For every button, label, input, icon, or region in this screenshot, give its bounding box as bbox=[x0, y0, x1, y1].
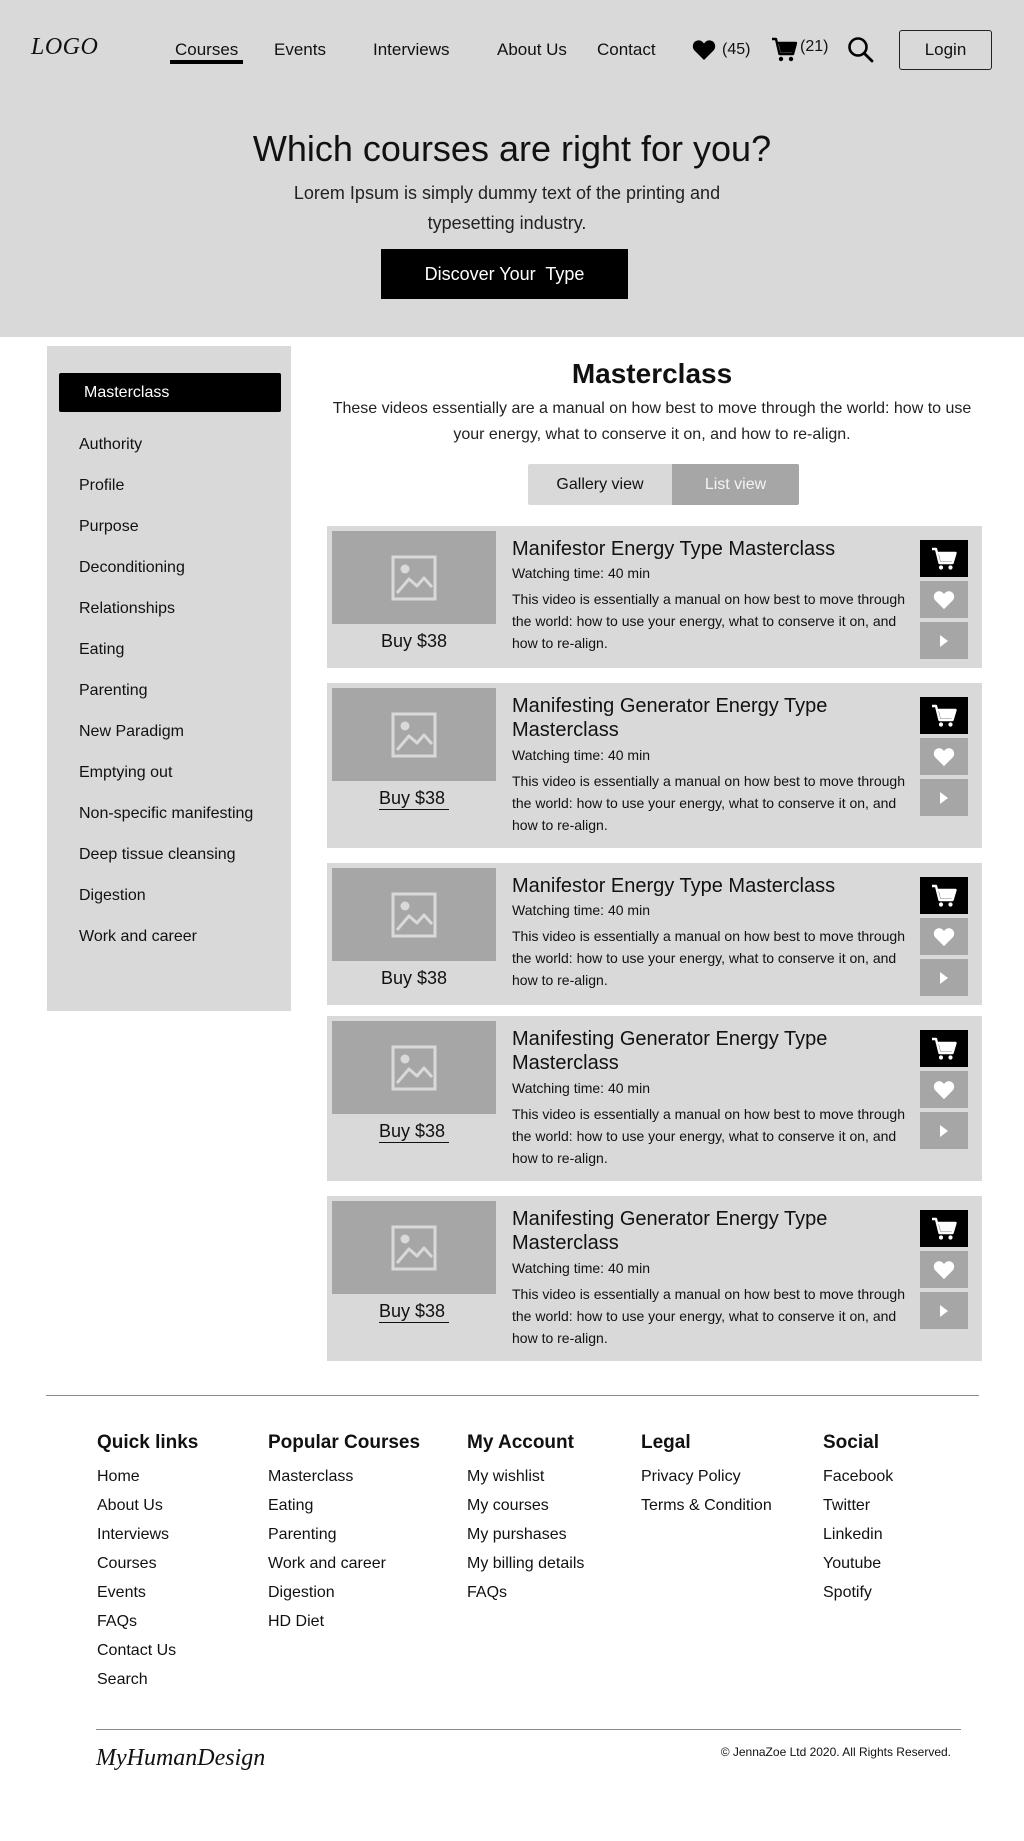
footer-link-facebook[interactable]: Facebook bbox=[823, 1468, 894, 1485]
course-thumbnail[interactable] bbox=[332, 1021, 496, 1114]
course-thumbnail[interactable] bbox=[332, 688, 496, 781]
footer-link-events[interactable]: Events bbox=[97, 1584, 146, 1601]
view-toggle bbox=[528, 464, 799, 505]
footer-heading: Quick links bbox=[97, 1432, 199, 1453]
footer-link-twitter[interactable]: Twitter bbox=[823, 1497, 871, 1514]
sidebar-item-deconditioning[interactable]: Deconditioning bbox=[79, 559, 185, 576]
heart-icon bbox=[933, 1080, 955, 1100]
course-description: This video is essentially a manual on how best to move through the world: how to use your energy, what to conserve it on, and how to re-align. bbox=[512, 1286, 905, 1346]
course-thumbnail[interactable] bbox=[332, 868, 496, 961]
watching-time: Watching time: 40 min bbox=[512, 747, 650, 763]
footer-link-spotify[interactable]: Spotify bbox=[823, 1584, 872, 1601]
course-description: This video is essentially a manual on how best to move through the world: how to use your energy, what to conserve it on, and how to re-align. bbox=[512, 773, 905, 833]
footer-heading: Popular Courses bbox=[268, 1432, 421, 1453]
play-icon bbox=[939, 1124, 949, 1138]
footer-divider bbox=[46, 1395, 979, 1396]
sidebar-item-purpose[interactable]: Purpose bbox=[79, 518, 139, 535]
footer-link-terms-and-condition[interactable]: Terms & Condition bbox=[641, 1497, 772, 1514]
sidebar-item-masterclass[interactable]: Masterclass bbox=[59, 373, 281, 412]
footer-heading: Legal bbox=[641, 1432, 691, 1453]
sidebar-item-non-specific-manifesting[interactable]: Non-specific manifesting bbox=[79, 805, 254, 822]
add-to-wishlist-button[interactable] bbox=[920, 1251, 968, 1288]
gallery-view-button[interactable]: Gallery view bbox=[528, 464, 672, 505]
footer-column-quick-links bbox=[97, 1432, 198, 1699]
footer-link-youtube[interactable]: Youtube bbox=[823, 1555, 882, 1572]
footer-link-masterclass[interactable]: Masterclass bbox=[268, 1468, 354, 1485]
cart-icon bbox=[931, 1037, 957, 1061]
nav-item-interviews[interactable]: Interviews bbox=[373, 40, 450, 59]
image-placeholder-icon bbox=[391, 1045, 437, 1091]
footer-link-home[interactable]: Home bbox=[97, 1468, 140, 1485]
category-sidebar bbox=[47, 346, 291, 1011]
footer-link-courses[interactable]: Courses bbox=[97, 1555, 157, 1572]
course-card bbox=[327, 526, 982, 668]
play-icon bbox=[939, 1304, 949, 1318]
add-to-cart-button[interactable] bbox=[920, 540, 968, 577]
footer-link-my-wishlist[interactable]: My wishlist bbox=[467, 1468, 545, 1485]
footer-column-popular-courses bbox=[268, 1432, 420, 1641]
section-title: Masterclass bbox=[571, 358, 733, 389]
footer-link-eating[interactable]: Eating bbox=[268, 1497, 314, 1514]
footer-heading: Social bbox=[823, 1432, 879, 1453]
course-description: This video is essentially a manual on how best to move through the world: how to use your energy, what to conserve it on, and how to re-align. bbox=[512, 1106, 905, 1166]
image-placeholder-icon bbox=[391, 1225, 437, 1271]
search-icon[interactable] bbox=[847, 36, 874, 68]
course-description: This video is essentially a manual on how best to move through the world: how to use your energy, what to conserve it on, and how to re-align. bbox=[512, 591, 905, 651]
footer-link-faqs[interactable]: FAQs bbox=[97, 1613, 138, 1630]
cart-icon bbox=[931, 547, 957, 571]
play-icon bbox=[939, 791, 949, 805]
footer-link-hd-diet[interactable]: HD Diet bbox=[268, 1613, 325, 1630]
sidebar-item-work-and-career[interactable]: Work and career bbox=[79, 928, 197, 945]
footer-column-social bbox=[823, 1432, 893, 1612]
sidebar-item-parenting[interactable]: Parenting bbox=[79, 682, 148, 699]
wishlist-count: (45) bbox=[722, 41, 751, 58]
login-button[interactable]: Login bbox=[899, 30, 992, 70]
add-to-wishlist-button[interactable] bbox=[920, 581, 968, 618]
add-to-cart-button[interactable] bbox=[920, 697, 968, 734]
logo[interactable]: LOGO bbox=[31, 34, 99, 60]
footer-link-interviews[interactable]: Interviews bbox=[97, 1526, 170, 1543]
discover-type-button[interactable]: Discover Your Type bbox=[381, 249, 628, 299]
cart-count: (21) bbox=[800, 38, 829, 55]
add-to-wishlist-button[interactable] bbox=[920, 918, 968, 955]
sidebar-item-eating[interactable]: Eating bbox=[79, 641, 125, 658]
sidebar-item-deep-tissue-cleansing[interactable]: Deep tissue cleansing bbox=[79, 846, 236, 863]
heart-icon[interactable] bbox=[692, 39, 716, 66]
play-icon bbox=[939, 634, 949, 648]
add-to-cart-button[interactable] bbox=[920, 1210, 968, 1247]
footer-bottom-divider bbox=[96, 1729, 961, 1730]
hero-title: Which courses are right for you? bbox=[252, 128, 772, 169]
image-placeholder-icon bbox=[391, 712, 437, 758]
nav-item-about-us[interactable]: About Us bbox=[497, 40, 567, 59]
footer-column-legal bbox=[641, 1432, 772, 1525]
sidebar-item-profile[interactable]: Profile bbox=[79, 477, 125, 494]
add-to-cart-button[interactable] bbox=[920, 877, 968, 914]
footer-link-work-and-career[interactable]: Work and career bbox=[268, 1555, 386, 1572]
add-to-wishlist-button[interactable] bbox=[920, 1071, 968, 1108]
hero-subtitle: Lorem Ipsum is simply dummy text of the printing and typesetting industry. bbox=[293, 183, 721, 233]
play-icon bbox=[939, 971, 949, 985]
footer-link-privacy-policy[interactable]: Privacy Policy bbox=[641, 1468, 741, 1485]
course-card bbox=[327, 683, 982, 848]
header-hero-section bbox=[0, 0, 1024, 337]
footer-heading: My Account bbox=[467, 1432, 574, 1453]
footer-brand-logo[interactable]: MyHumanDesign bbox=[96, 1745, 266, 1771]
heart-icon bbox=[933, 747, 955, 767]
course-card bbox=[327, 1196, 982, 1361]
nav-item-events[interactable]: Events bbox=[274, 40, 326, 59]
sidebar-item-digestion[interactable]: Digestion bbox=[79, 887, 146, 904]
nav-item-courses[interactable]: Courses bbox=[175, 40, 239, 59]
image-placeholder-icon bbox=[391, 892, 437, 938]
list-view-button[interactable]: List view bbox=[672, 464, 799, 505]
course-card bbox=[327, 1016, 982, 1181]
course-title[interactable]: Manifesting Generator Energy Type Masterclass bbox=[512, 1208, 828, 1254]
footer-link-my-courses[interactable]: My courses bbox=[467, 1497, 549, 1514]
buy-button[interactable]: Buy $38 bbox=[380, 631, 448, 651]
play-button[interactable] bbox=[920, 1292, 968, 1329]
course-title[interactable]: Manifestor Energy Type Masterclass bbox=[512, 538, 836, 560]
course-title[interactable]: Manifestor Energy Type Masterclass bbox=[512, 875, 836, 897]
play-button[interactable] bbox=[920, 959, 968, 996]
copyright-text: © JennaZoe Ltd 2020. All Rights Reserved. bbox=[720, 1745, 951, 1759]
heart-icon bbox=[933, 927, 955, 947]
course-title[interactable]: Manifesting Generator Energy Type Masterclass bbox=[512, 695, 828, 741]
footer-link-contact-us[interactable]: Contact Us bbox=[97, 1642, 177, 1659]
image-placeholder-icon bbox=[391, 555, 437, 601]
course-thumbnail[interactable] bbox=[332, 531, 496, 624]
watching-time: Watching time: 40 min bbox=[512, 902, 650, 918]
course-card bbox=[327, 863, 982, 1005]
sidebar-item-authority[interactable]: Authority bbox=[79, 436, 143, 453]
buy-button[interactable]: Buy $38 bbox=[380, 968, 448, 988]
add-to-cart-button[interactable] bbox=[920, 1030, 968, 1067]
section-description: These videos essentially are a manual on how best to move through the world: how to use your energy, what to conserve it on, and how to re-align. bbox=[332, 400, 972, 443]
footer-link-digestion[interactable]: Digestion bbox=[268, 1584, 335, 1601]
sidebar-item-relationships[interactable]: Relationships bbox=[79, 600, 176, 617]
cart-icon bbox=[931, 1217, 957, 1241]
footer-link-parenting[interactable]: Parenting bbox=[268, 1526, 337, 1543]
watching-time: Watching time: 40 min bbox=[512, 565, 650, 581]
course-thumbnail[interactable] bbox=[332, 1201, 496, 1294]
course-title[interactable]: Manifesting Generator Energy Type Masterclass bbox=[512, 1028, 828, 1074]
cart-icon bbox=[931, 704, 957, 728]
watching-time: Watching time: 40 min bbox=[512, 1080, 650, 1096]
sidebar-item-emptying-out[interactable]: Emptying out bbox=[79, 764, 173, 781]
add-to-wishlist-button[interactable] bbox=[920, 738, 968, 775]
buy-button[interactable]: Buy $38 bbox=[332, 1301, 496, 1322]
buy-button[interactable]: Buy $38 bbox=[332, 1121, 496, 1142]
footer-link-about-us[interactable]: About Us bbox=[97, 1497, 163, 1514]
heart-icon bbox=[933, 590, 955, 610]
course-description: This video is essentially a manual on how best to move through the world: how to use your energy, what to conserve it on, and how to re-align. bbox=[512, 928, 905, 988]
footer-link-faqs[interactable]: FAQs bbox=[467, 1584, 508, 1601]
footer-link-search[interactable]: Search bbox=[97, 1671, 148, 1688]
play-button[interactable] bbox=[920, 622, 968, 659]
cart-icon bbox=[931, 884, 957, 908]
buy-button[interactable]: Buy $38 bbox=[332, 788, 496, 809]
footer-link-my-billing-details[interactable]: My billing details bbox=[467, 1555, 585, 1572]
footer-column-my-account bbox=[467, 1432, 584, 1612]
heart-icon bbox=[933, 1260, 955, 1280]
play-button[interactable] bbox=[920, 779, 968, 816]
nav-item-contact[interactable]: Contact bbox=[597, 40, 656, 59]
play-button[interactable] bbox=[920, 1112, 968, 1149]
footer-link-my-purchases[interactable]: My purshases bbox=[467, 1526, 567, 1543]
sidebar-item-new-paradigm[interactable]: New Paradigm bbox=[79, 723, 184, 740]
cart-icon[interactable] bbox=[771, 37, 797, 68]
watching-time: Watching time: 40 min bbox=[512, 1260, 650, 1276]
footer-link-linkedin[interactable]: Linkedin bbox=[823, 1526, 883, 1543]
